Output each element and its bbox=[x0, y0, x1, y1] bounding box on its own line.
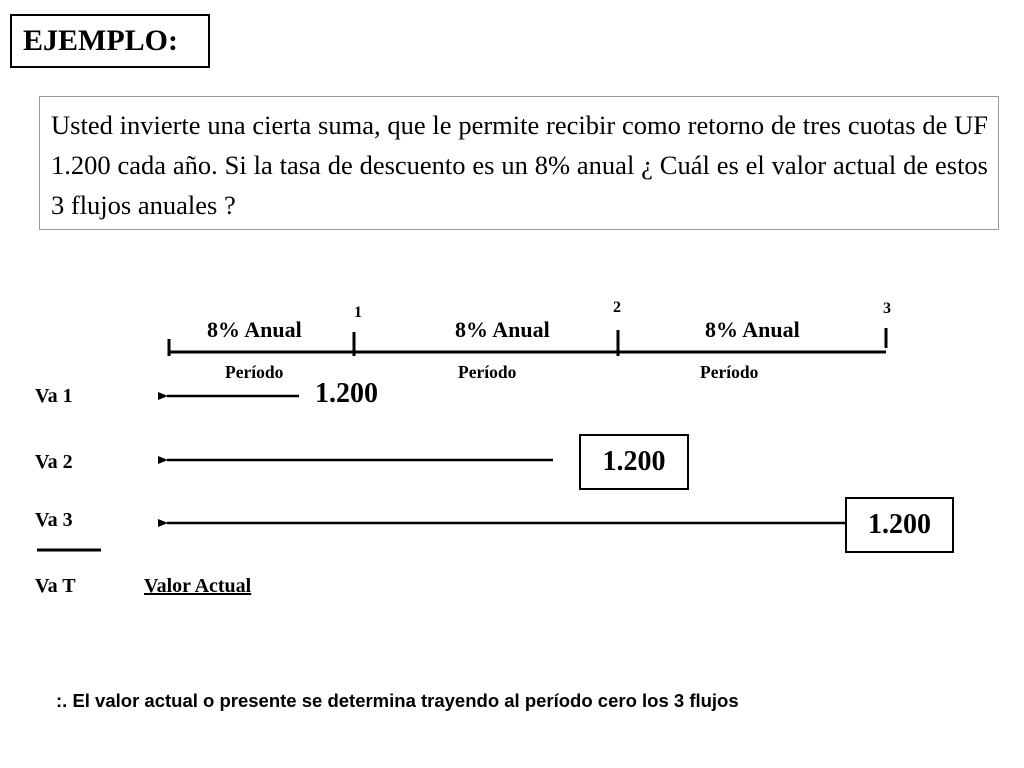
period-label-1: Período bbox=[225, 362, 284, 382]
example-title: EJEMPLO: bbox=[10, 14, 210, 68]
va3-label: Va 3 bbox=[35, 509, 73, 531]
va2-label: Va 2 bbox=[35, 451, 73, 473]
tick-label-2: 2 bbox=[613, 299, 621, 316]
tick-label-1: 1 bbox=[354, 304, 362, 321]
conclusion-note: :. El valor actual o presente se determina trayendo al período cero los 3 flujos bbox=[56, 690, 739, 711]
rate-label-1: 8% Anual bbox=[207, 317, 302, 342]
flow-amount-3: 1.200 bbox=[845, 497, 954, 553]
vat-label: Va T bbox=[35, 575, 76, 597]
present-value-label: Valor Actual bbox=[144, 575, 252, 597]
rate-label-2: 8% Anual bbox=[455, 317, 550, 342]
period-label-3: Período bbox=[700, 362, 759, 382]
problem-statement: Usted invierte una cierta suma, que le permite recibir como retorno de tres cuotas de UF 1.200 cada año. Si la tasa de descuento es un 8% anual ¿ Cuál es el valor actual de estos 3 flujos anuales ? bbox=[39, 96, 999, 230]
flow-amount-1: 1.200 bbox=[315, 378, 378, 409]
tick-label-3: 3 bbox=[883, 300, 891, 317]
period-label-2: Período bbox=[458, 362, 517, 382]
flow-amount-2: 1.200 bbox=[579, 434, 689, 490]
rate-label-3: 8% Anual bbox=[705, 317, 800, 342]
va1-label: Va 1 bbox=[35, 385, 73, 407]
